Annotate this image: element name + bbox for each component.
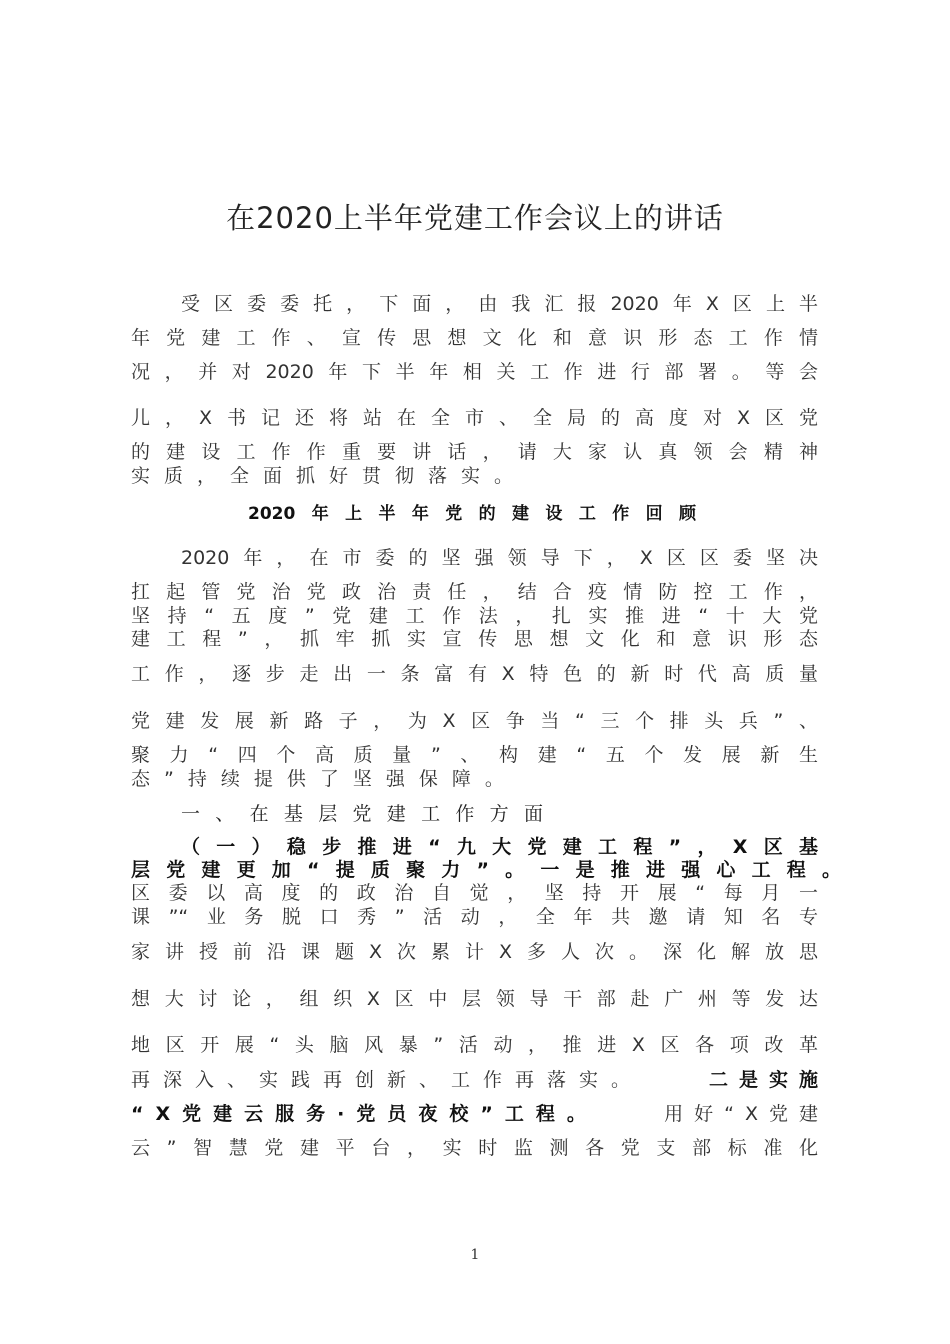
review-line: 建工程”，抓牢抓实宣传思想文化和意识形态 xyxy=(131,628,818,650)
para1-line: 区委以高度的政治自觉，坚持开展“每月一 xyxy=(131,882,818,904)
para1-heading-line: （一）稳步推进“九大党建工程”，X区基 xyxy=(181,836,818,858)
page-number: 1 xyxy=(470,1247,480,1263)
para1-line: 课”“业务脱口秀”活动，全年共邀请知名专 xyxy=(131,906,818,928)
review-line: 聚力“四个高质量”、构建“五个发展新生 xyxy=(131,744,818,766)
para1-bold-segment: “X党建云服务·党员夜校”工程。 xyxy=(131,1103,598,1125)
para1-normal-segment: 用好“X党建 xyxy=(664,1103,829,1125)
subsection-heading: 一、在基层党建工作方面 xyxy=(181,803,543,825)
para1-line: 想大讨论，组织X区中层领导干部赴广州等发达 xyxy=(131,988,818,1010)
review-line: 态”持续提供了坚强保障。 xyxy=(131,768,518,790)
intro-line: 受区委委托，下面，由我汇报2020年X区上半 xyxy=(181,293,818,315)
review-line: 扛起管党治党政治责任，结合疫情防控工作， xyxy=(131,581,818,603)
review-line: 坚持“五度”党建工作法，扎实推进“十大党 xyxy=(131,605,818,627)
para1-mixed-normal: 再深入、实践再创新、工作再落实。 xyxy=(131,1069,644,1091)
intro-line: 年党建工作、宣传思想文化和意识形态工作情 xyxy=(131,327,818,349)
para1-line: 云”智慧党建平台，实时监测各党支部标准化 xyxy=(131,1137,818,1159)
para1-line: 家讲授前沿课题X次累计X多人次。深化解放思 xyxy=(131,941,818,963)
review-line: 工作，逐步走出一条富有X特色的新时代高质量 xyxy=(131,663,818,685)
intro-line: 况，并对2020年下半年相关工作进行部署。等会 xyxy=(131,361,818,383)
para1-mixed-line-2 xyxy=(131,1102,829,1126)
review-line: 党建发展新路子，为X区争当“三个排头兵”、 xyxy=(131,710,818,732)
para1-mixed-bold: 二是实施 xyxy=(708,1069,829,1091)
para1-mixed-line xyxy=(131,1068,829,1092)
intro-line: 儿，X书记还将站在全市、全局的高度对X区党 xyxy=(131,407,818,429)
intro-line: 实质，全面抓好贯彻落实。 xyxy=(131,465,528,487)
section-heading: 2020年上半年党的建设工作回顾 xyxy=(248,504,696,524)
para1-line: 地区开展“头脑风暴”活动，推进X区各项改革 xyxy=(131,1034,818,1056)
para1-heading-line: 层党建更加“提质聚力”。一是推进强心工程。 xyxy=(131,859,841,881)
review-line: 2020年，在市委的坚强领导下，X区区委坚决 xyxy=(181,547,818,569)
intro-line: 的建设工作作重要讲话，请大家认真领会精神 xyxy=(131,441,818,463)
document-title: 在2020上半年党建工作会议上的讲话 xyxy=(226,201,724,235)
